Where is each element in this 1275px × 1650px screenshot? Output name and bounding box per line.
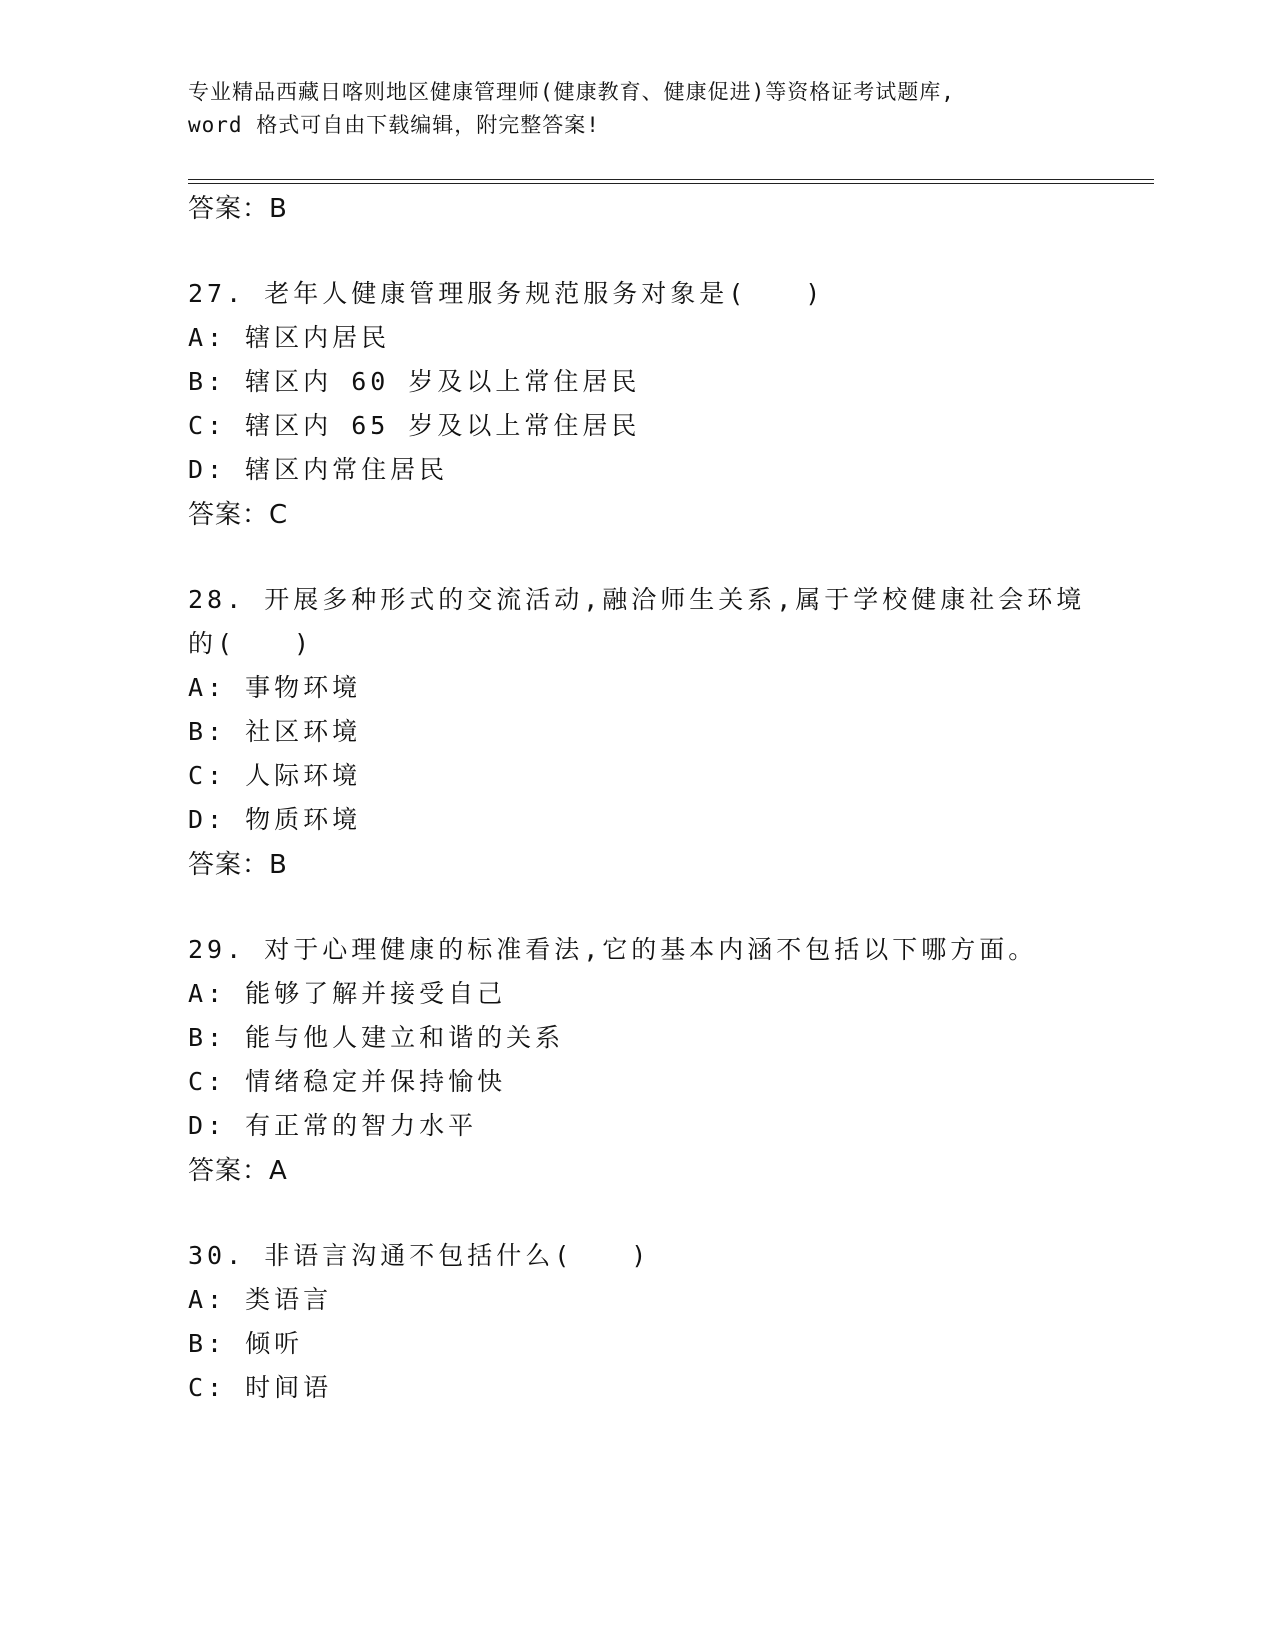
question-29-option-a: A: 能够了解并接受自己 <box>188 979 507 1008</box>
question-29-option-c: C: 情绪稳定并保持愉快 <box>188 1067 507 1096</box>
question-29-option-d: D: 有正常的智力水平 <box>188 1111 478 1140</box>
question-29-stem: 29. 对于心理健康的标准看法,它的基本内涵不包括以下哪方面。 <box>188 935 1038 964</box>
document-header <box>188 76 1088 142</box>
question-28-option-b: B: 社区环境 <box>188 717 362 746</box>
header-divider <box>188 179 1154 180</box>
question-30-option-c: C: 时间语 <box>188 1373 333 1402</box>
question-27-option-b: B: 辖区内 60 岁及以上常住居民 <box>188 367 641 396</box>
question-28-option-a: A: 事物环境 <box>188 673 362 702</box>
question-28-option-c: C: 人际环境 <box>188 761 362 790</box>
question-30-option-a: A: 类语言 <box>188 1285 333 1314</box>
header-line-2: word 格式可自由下载编辑，附完整答案! <box>188 113 600 137</box>
question-30-option-b: B: 倾听 <box>188 1329 304 1358</box>
question-28-option-d: D: 物质环境 <box>188 805 362 834</box>
question-27-option-d: D: 辖区内常住居民 <box>188 455 449 484</box>
answer-prev: 答案：B <box>188 194 288 224</box>
question-27-option-c: C: 辖区内 65 岁及以上常住居民 <box>188 411 641 440</box>
question-28-stem-line-1: 28. 开展多种形式的交流活动,融洽师生关系,属于学校健康社会环境 <box>188 585 1086 614</box>
header-divider <box>188 183 1154 184</box>
question-29-option-b: B: 能与他人建立和谐的关系 <box>188 1023 565 1052</box>
question-28-stem-line-2: 的( ) <box>188 629 314 658</box>
question-29-answer: 答案：A <box>188 1156 288 1186</box>
question-27-stem: 27. 老年人健康管理服务规范服务对象是( ) <box>188 279 825 308</box>
question-28-answer: 答案：B <box>188 850 288 880</box>
question-27-answer: 答案：C <box>188 500 289 530</box>
question-27-option-a: A: 辖区内居民 <box>188 323 391 352</box>
header-line-1: 专业精品西藏日喀则地区健康管理师(健康教育、健康促进)等资格证考试题库, <box>188 80 955 104</box>
question-30-stem: 30. 非语言沟通不包括什么( ) <box>188 1241 651 1270</box>
